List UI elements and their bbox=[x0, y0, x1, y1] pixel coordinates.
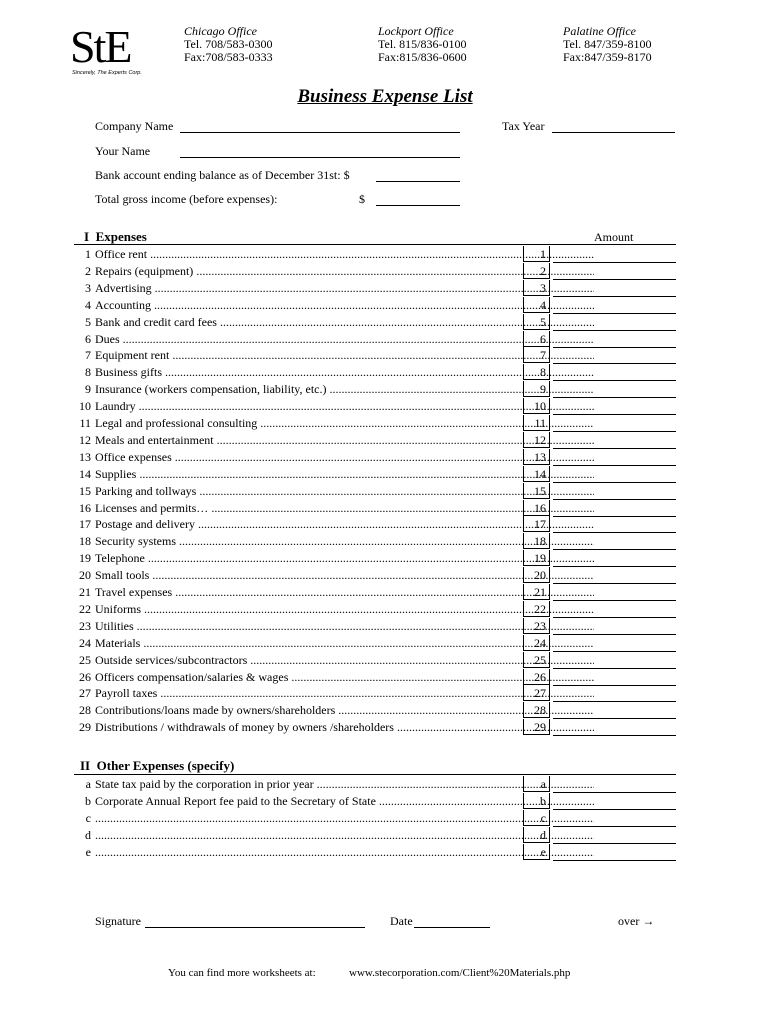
line-number: c bbox=[85, 810, 91, 825]
company-name-field[interactable] bbox=[180, 132, 460, 133]
line-box: 18 bbox=[523, 533, 550, 549]
list-item bbox=[74, 844, 676, 861]
office-name: Palatine Office bbox=[563, 24, 636, 38]
office-name: Chicago Office bbox=[184, 24, 257, 38]
list-item bbox=[74, 364, 676, 381]
line-number: 15 bbox=[79, 483, 91, 498]
line-description: Officers compensation/salaries & wages ..... bbox=[95, 669, 594, 686]
line-number: 10 bbox=[79, 399, 91, 414]
gross-income-label: Total gross income (before expenses): bbox=[95, 192, 278, 206]
list-item bbox=[74, 280, 676, 297]
line-description bbox=[95, 844, 594, 861]
footer-text: You can find more worksheets at: bbox=[168, 967, 316, 979]
logo-text: StE bbox=[70, 21, 131, 72]
line-box: 6 bbox=[523, 331, 550, 347]
section-roman: II bbox=[80, 758, 91, 773]
line-number: 21 bbox=[79, 585, 91, 599]
line-number: 29 bbox=[79, 720, 91, 735]
list-item bbox=[74, 466, 676, 483]
line-box: 4 bbox=[523, 297, 550, 313]
line-number: 8 bbox=[85, 365, 91, 380]
list-item bbox=[74, 669, 676, 686]
line-description: Meals and entertainment ..... bbox=[95, 432, 594, 449]
line-box: 8 bbox=[523, 364, 550, 380]
gross-income-field[interactable] bbox=[376, 205, 460, 206]
line-number: 9 bbox=[85, 382, 91, 397]
line-box: 22 bbox=[523, 601, 550, 617]
line-number: 18 bbox=[79, 534, 91, 549]
line-description: Postage and delivery ..... bbox=[95, 516, 594, 533]
line-number: 28 bbox=[79, 703, 91, 718]
list-item bbox=[74, 635, 676, 652]
office-name: Lockport Office bbox=[378, 24, 454, 38]
signature-label: Signature bbox=[95, 914, 141, 928]
date-field[interactable] bbox=[414, 927, 490, 928]
office-chicago bbox=[184, 25, 273, 64]
line-description: Outside services/subcontractors ..... bbox=[95, 652, 594, 669]
company-logo bbox=[70, 21, 160, 76]
line-box: 1 bbox=[523, 246, 550, 262]
office-tel: Tel. 815/836-0100 bbox=[378, 37, 467, 51]
line-description: Insurance (workers compensation, liability, etc.) ..... bbox=[95, 381, 594, 398]
bank-balance-field[interactable] bbox=[376, 181, 460, 182]
line-description: Contributions/loans made by owners/shareholders ..... bbox=[95, 702, 594, 719]
line-box: 12 bbox=[523, 432, 550, 448]
line-description: Bank and credit card fees ..... bbox=[95, 314, 594, 331]
logo-tagline: Sincerely, The Experts Corp. bbox=[72, 70, 142, 76]
office-fax: Fax:847/359-8170 bbox=[563, 50, 652, 64]
line-box: 16 bbox=[523, 500, 550, 516]
office-tel: Tel. 847/359-8100 bbox=[563, 37, 652, 51]
line-box: 21 bbox=[523, 584, 550, 600]
section-rule bbox=[74, 244, 676, 245]
line-number: a bbox=[85, 777, 91, 791]
line-box: e bbox=[523, 844, 550, 860]
your-name-label: Your Name bbox=[95, 144, 151, 158]
line-number: 12 bbox=[79, 432, 91, 447]
line-box: 9 bbox=[523, 381, 550, 397]
line-description: Corporate Annual Report fee paid to the Secretary of State ..... bbox=[95, 793, 594, 810]
line-description: Telephone ..... bbox=[95, 550, 594, 567]
list-item bbox=[74, 347, 676, 364]
list-item bbox=[74, 415, 676, 432]
line-box: 24 bbox=[523, 635, 550, 651]
list-item bbox=[74, 776, 676, 793]
line-box: 19 bbox=[523, 550, 550, 566]
line-number: 2 bbox=[85, 263, 91, 278]
over-note: over → bbox=[618, 914, 655, 928]
line-description: Small tools ..... bbox=[95, 567, 594, 584]
list-item bbox=[74, 719, 676, 736]
list-item bbox=[74, 398, 676, 415]
line-number: 4 bbox=[85, 297, 91, 312]
line-number: 23 bbox=[79, 618, 91, 633]
line-description: Travel expenses ..... bbox=[95, 584, 594, 601]
line-number: 14 bbox=[79, 466, 91, 481]
office-tel: Tel. 708/583-0300 bbox=[184, 37, 273, 51]
list-item bbox=[74, 500, 676, 517]
office-palatine bbox=[563, 25, 652, 64]
line-number: 16 bbox=[79, 500, 91, 515]
tax-year-field[interactable] bbox=[552, 132, 675, 133]
gross-income-dollar: $ bbox=[359, 192, 365, 206]
list-item bbox=[74, 516, 676, 533]
line-number: 7 bbox=[85, 348, 91, 363]
list-item bbox=[74, 601, 676, 618]
list-item bbox=[74, 618, 676, 635]
your-name-field[interactable] bbox=[180, 157, 460, 158]
list-item bbox=[74, 810, 676, 827]
section-other-heading bbox=[80, 758, 234, 774]
line-box: 23 bbox=[523, 618, 550, 634]
line-box: 15 bbox=[523, 483, 550, 499]
line-number: 5 bbox=[85, 314, 91, 329]
amount-header: Amount bbox=[594, 230, 634, 244]
line-number: b bbox=[85, 793, 91, 808]
section-title: Expenses bbox=[95, 229, 147, 244]
list-item bbox=[74, 793, 676, 810]
line-description: Legal and professional consulting ..... bbox=[95, 415, 594, 432]
date-label: Date bbox=[390, 914, 413, 928]
list-item bbox=[74, 827, 676, 844]
line-box: a bbox=[523, 776, 550, 792]
line-number: 6 bbox=[85, 331, 91, 346]
list-item bbox=[74, 263, 676, 280]
office-lockport bbox=[378, 25, 467, 64]
bank-balance-label: Bank account ending balance as of December 31st: $ bbox=[95, 168, 350, 182]
list-item bbox=[74, 584, 676, 601]
list-item bbox=[74, 449, 676, 466]
list-item bbox=[74, 381, 676, 398]
company-name-label: Company Name bbox=[95, 119, 174, 133]
line-box: 10 bbox=[523, 398, 550, 414]
list-item bbox=[74, 685, 676, 702]
section-rule bbox=[74, 774, 676, 775]
line-description: Parking and tollways ..... bbox=[95, 483, 594, 500]
line-number: e bbox=[85, 844, 91, 859]
line-number: 20 bbox=[79, 568, 91, 583]
list-item bbox=[74, 314, 676, 331]
line-number: 24 bbox=[79, 635, 91, 650]
line-description: Accounting ..... bbox=[95, 297, 594, 314]
section-expenses-heading bbox=[84, 229, 147, 245]
line-number: 19 bbox=[79, 551, 91, 566]
line-description bbox=[95, 827, 594, 844]
line-description: Office rent ..... bbox=[95, 246, 594, 263]
line-description: Security systems ..... bbox=[95, 533, 594, 550]
line-description: Laundry ..... bbox=[95, 398, 594, 415]
line-box: 26 bbox=[523, 669, 550, 685]
line-box: b bbox=[523, 793, 550, 809]
list-item bbox=[74, 297, 676, 314]
line-box: 2 bbox=[523, 263, 550, 279]
line-box: 29 bbox=[523, 719, 550, 735]
list-item bbox=[74, 567, 676, 584]
footer-url[interactable]: www.stecorporation.com/Client%20Materials.php bbox=[349, 967, 571, 979]
list-item bbox=[74, 432, 676, 449]
line-box: c bbox=[523, 810, 550, 826]
page-title: Business Expense List bbox=[297, 86, 473, 107]
line-number: 26 bbox=[79, 669, 91, 684]
list-item bbox=[74, 483, 676, 500]
line-description: State tax paid by the corporation in prior year ..... bbox=[95, 776, 594, 793]
list-item bbox=[74, 550, 676, 567]
line-box: 5 bbox=[523, 314, 550, 330]
line-box: 7 bbox=[523, 347, 550, 363]
line-number: 3 bbox=[85, 280, 91, 295]
line-description: Utilities ..... bbox=[95, 618, 594, 635]
line-box: 14 bbox=[523, 466, 550, 482]
line-description bbox=[95, 810, 594, 827]
amount-field[interactable] bbox=[553, 735, 676, 736]
list-item bbox=[74, 702, 676, 719]
line-description: Licenses and permits… ..... bbox=[95, 500, 594, 517]
line-description: Office expenses ..... bbox=[95, 449, 594, 466]
line-box: 20 bbox=[523, 567, 550, 583]
line-description: Equipment rent ..... bbox=[95, 347, 594, 364]
line-description: Payroll taxes ..... bbox=[95, 685, 594, 702]
line-box: 17 bbox=[523, 516, 550, 532]
line-description: Materials ..... bbox=[95, 635, 594, 652]
line-box: 3 bbox=[523, 280, 550, 296]
line-box: 25 bbox=[523, 652, 550, 668]
list-item bbox=[74, 331, 676, 348]
office-fax: Fax:815/836-0600 bbox=[378, 50, 467, 64]
line-number: 1 bbox=[85, 247, 91, 261]
line-number: 17 bbox=[79, 517, 91, 532]
list-item bbox=[74, 652, 676, 669]
line-number: 22 bbox=[79, 601, 91, 616]
line-number: 13 bbox=[79, 449, 91, 464]
line-box: d bbox=[523, 827, 550, 843]
tax-year-label: Tax Year bbox=[502, 119, 545, 133]
line-description: Uniforms ..... bbox=[95, 601, 594, 618]
line-box: 27 bbox=[523, 685, 550, 701]
line-description: Supplies ..... bbox=[95, 466, 594, 483]
list-item bbox=[74, 246, 676, 263]
line-number: d bbox=[85, 827, 91, 842]
list-item bbox=[74, 533, 676, 550]
line-number: 27 bbox=[79, 686, 91, 701]
line-description: Dues ..... bbox=[95, 331, 594, 348]
line-box: 11 bbox=[523, 415, 550, 431]
line-number: 11 bbox=[79, 416, 91, 430]
signature-field[interactable] bbox=[145, 927, 365, 928]
amount-field[interactable] bbox=[553, 860, 676, 861]
line-description: Business gifts ..... bbox=[95, 364, 594, 381]
line-description: Advertising ..... bbox=[95, 280, 594, 297]
section-roman: I bbox=[84, 229, 90, 244]
line-box: 28 bbox=[523, 702, 550, 718]
line-box: 13 bbox=[523, 449, 550, 465]
section-title: Other Expenses (specify) bbox=[96, 758, 235, 773]
line-number: 25 bbox=[79, 652, 91, 667]
line-description: Distributions / withdrawals of money by owners /shareholders ..... bbox=[95, 719, 594, 736]
line-description: Repairs (equipment) ..... bbox=[95, 263, 594, 280]
office-fax: Fax:708/583-0333 bbox=[184, 50, 273, 64]
